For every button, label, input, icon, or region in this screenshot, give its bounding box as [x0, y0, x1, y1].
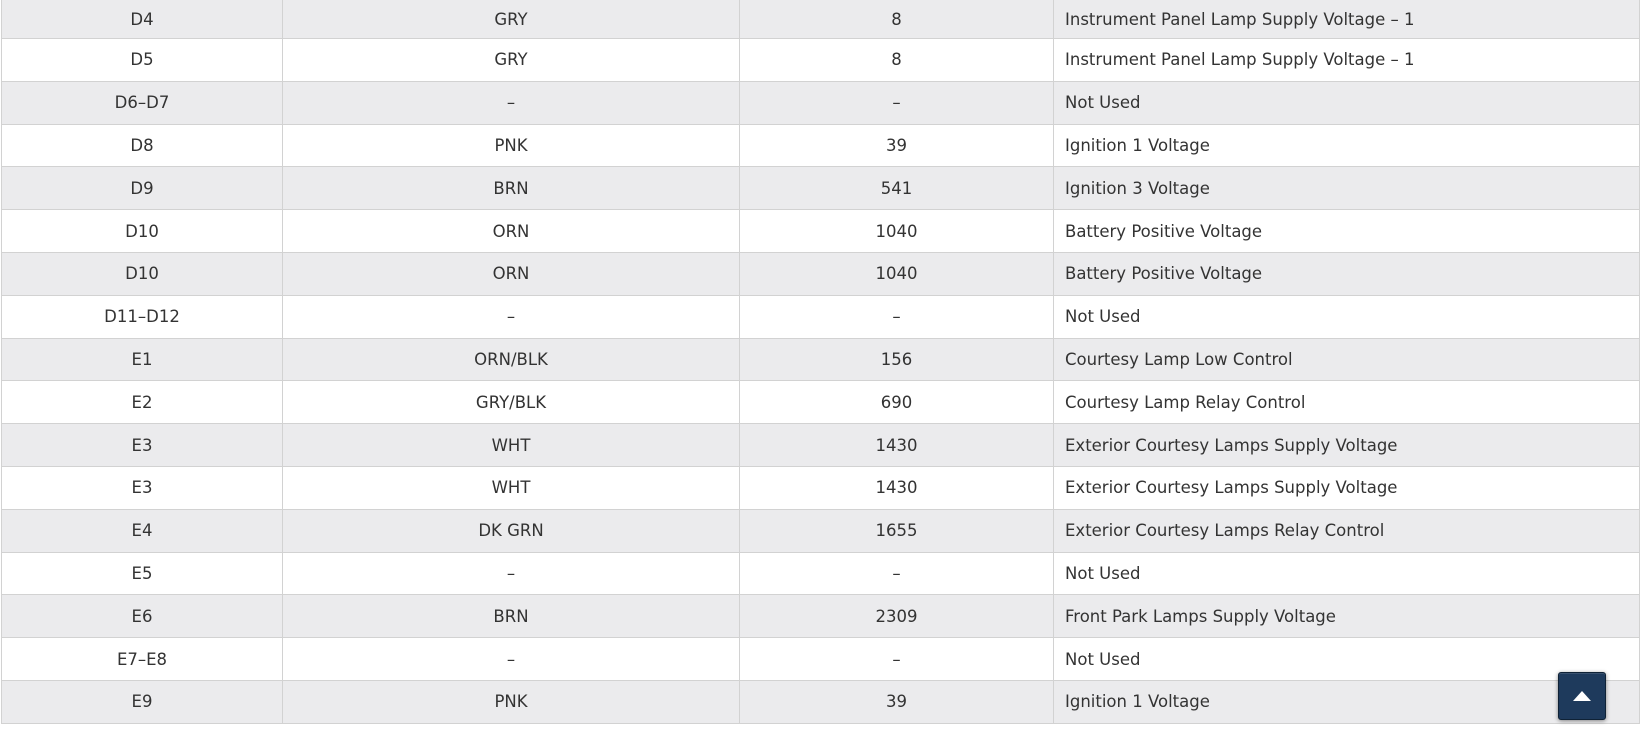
pin-cell: E6: [2, 595, 283, 638]
pin-cell: D6–D7: [2, 81, 283, 124]
table-body: [2, 0, 1640, 723]
table-row: [2, 638, 1640, 681]
pin-cell: D5: [2, 39, 283, 82]
circuit-number-cell: 2309: [740, 595, 1054, 638]
wire-color-cell: PNK: [283, 680, 740, 723]
circuit-number-cell: 8: [740, 39, 1054, 82]
circuit-number-cell: –: [740, 552, 1054, 595]
pin-cell: E3: [2, 424, 283, 467]
function-cell: Not Used: [1054, 81, 1640, 124]
wire-color-cell: PNK: [283, 124, 740, 167]
circuit-number-cell: 541: [740, 167, 1054, 210]
pin-cell: D8: [2, 124, 283, 167]
circuit-number-cell: 39: [740, 124, 1054, 167]
circuit-number-cell: 39: [740, 680, 1054, 723]
circuit-number-cell: 1040: [740, 210, 1054, 253]
wire-color-cell: WHT: [283, 466, 740, 509]
wire-color-cell: ORN/BLK: [283, 338, 740, 381]
function-cell: Not Used: [1054, 295, 1640, 338]
table-row: [2, 509, 1640, 552]
function-cell: Not Used: [1054, 552, 1640, 595]
pin-cell: E1: [2, 338, 283, 381]
table-row: [2, 252, 1640, 295]
wire-color-cell: BRN: [283, 595, 740, 638]
pin-cell: E4: [2, 509, 283, 552]
function-cell: Ignition 1 Voltage: [1054, 124, 1640, 167]
pin-cell: E7–E8: [2, 638, 283, 681]
circuit-number-cell: 8: [740, 0, 1054, 39]
function-cell: Front Park Lamps Supply Voltage: [1054, 595, 1640, 638]
function-cell: Courtesy Lamp Relay Control: [1054, 381, 1640, 424]
table-row: [2, 552, 1640, 595]
function-cell: Battery Positive Voltage: [1054, 252, 1640, 295]
back-to-top-button[interactable]: [1558, 672, 1606, 720]
table-row: [2, 381, 1640, 424]
connector-pinout-table: [1, 0, 1640, 724]
pin-cell: D9: [2, 167, 283, 210]
wire-color-cell: DK GRN: [283, 509, 740, 552]
table-row: [2, 210, 1640, 253]
table-row: [2, 39, 1640, 82]
circuit-number-cell: 156: [740, 338, 1054, 381]
table-row: [2, 595, 1640, 638]
function-cell: Instrument Panel Lamp Supply Voltage – 1: [1054, 39, 1640, 82]
pin-cell: E2: [2, 381, 283, 424]
circuit-number-cell: 1430: [740, 424, 1054, 467]
function-cell: Exterior Courtesy Lamps Relay Control: [1054, 509, 1640, 552]
wire-color-cell: ORN: [283, 252, 740, 295]
pin-cell: E5: [2, 552, 283, 595]
wire-color-cell: –: [283, 81, 740, 124]
wire-color-cell: WHT: [283, 424, 740, 467]
pin-cell: E9: [2, 680, 283, 723]
circuit-number-cell: 1655: [740, 509, 1054, 552]
wire-color-cell: GRY: [283, 39, 740, 82]
circuit-number-cell: 690: [740, 381, 1054, 424]
wire-color-cell: –: [283, 638, 740, 681]
table-row: [2, 338, 1640, 381]
wire-color-cell: BRN: [283, 167, 740, 210]
function-cell: Exterior Courtesy Lamps Supply Voltage: [1054, 424, 1640, 467]
circuit-number-cell: 1430: [740, 466, 1054, 509]
pin-cell: D11–D12: [2, 295, 283, 338]
table-row: [2, 680, 1640, 723]
arrow-up-icon: [1572, 690, 1592, 702]
pin-cell: D10: [2, 252, 283, 295]
pin-cell: E3: [2, 466, 283, 509]
table-row: [2, 81, 1640, 124]
function-cell: Ignition 3 Voltage: [1054, 167, 1640, 210]
pin-cell: D10: [2, 210, 283, 253]
pin-cell: D4: [2, 0, 283, 39]
wire-color-cell: GRY: [283, 0, 740, 39]
table-row: [2, 424, 1640, 467]
function-cell: Ignition 1 Voltage: [1054, 680, 1640, 723]
function-cell: Battery Positive Voltage: [1054, 210, 1640, 253]
function-cell: Not Used: [1054, 638, 1640, 681]
circuit-number-cell: –: [740, 81, 1054, 124]
table-row: [2, 466, 1640, 509]
table-row: [2, 0, 1640, 39]
table-row: [2, 167, 1640, 210]
function-cell: Exterior Courtesy Lamps Supply Voltage: [1054, 466, 1640, 509]
wire-color-cell: –: [283, 295, 740, 338]
circuit-number-cell: 1040: [740, 252, 1054, 295]
function-cell: Instrument Panel Lamp Supply Voltage – 1: [1054, 0, 1640, 39]
table-row: [2, 295, 1640, 338]
circuit-number-cell: –: [740, 295, 1054, 338]
circuit-number-cell: –: [740, 638, 1054, 681]
function-cell: Courtesy Lamp Low Control: [1054, 338, 1640, 381]
wire-color-cell: GRY/BLK: [283, 381, 740, 424]
wire-color-cell: –: [283, 552, 740, 595]
table-row: [2, 124, 1640, 167]
wire-color-cell: ORN: [283, 210, 740, 253]
